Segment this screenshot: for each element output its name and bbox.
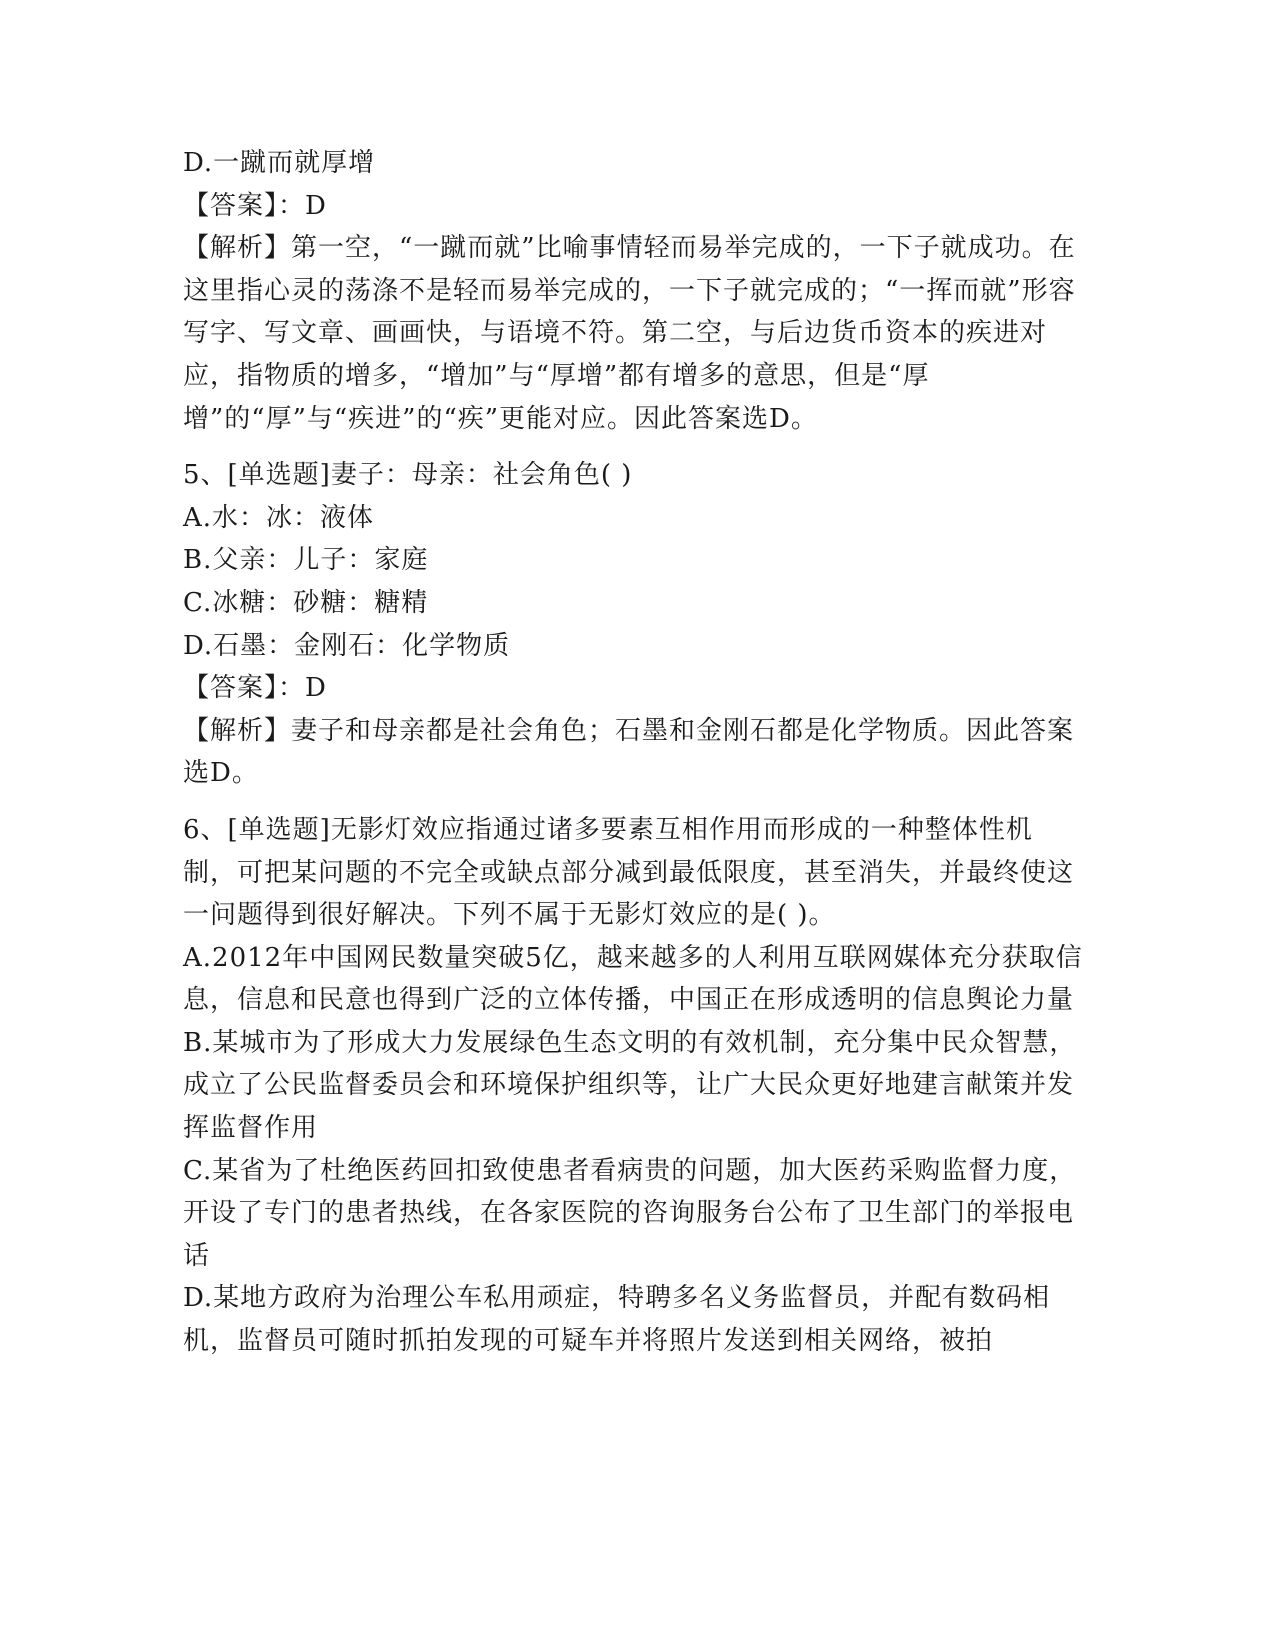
q4-analysis: 【解析】第一空，“一蹴而就”比喻事情轻而易举完成的，一下子就成功。在这里指心灵的荡涤不是轻而易举完成的，一下子就完成的；“一挥而就”形容写字、写文章、画画快，与语境不符。第二空，与后边货币资本的疾进对应，指物质的增多，“增加”与“厚增”都有增多的意思，但是“厚增”的“厚”与“疾进”的“疾”更能对应。因此答案选D。 (183, 233, 1076, 434)
q5-option-a: A.水：冰：液体 (183, 502, 375, 533)
q6-question: 6、[单选题]无影灯效应指通过诸多要素互相作用而形成的一种整体性机制，可把某问题的不完全或缺点部分减到最低限度，甚至消失，并最终使这一问题得到很好解决。下列不属于无影灯效应的是( )。 (183, 814, 1075, 931)
spacer (183, 795, 1083, 809)
q5-option-b: B.父亲：儿子：家庭 (183, 545, 429, 576)
q5-question: 5、[单选题]妻子：母亲：社会角色( ) (183, 460, 633, 491)
q4-option-d: D.一蹴而就厚增 (183, 148, 376, 178)
q6-option-b: B.某城市为了形成大力发展绿色生态文明的有效机制，充分集中民众智慧，成立了公民监督委员会和环境保护组织等，让广大民众更好地建言献策并发挥监督作用 (183, 1027, 1077, 1144)
q6-option-a: A.2012年中国网民数量突破5亿，越来越多的人利用互联网媒体充分获取信息，信息和民意也得到广泛的立体传播，中国正在形成透明的信息舆论力量 (183, 942, 1083, 1016)
q5-option-d: D.石墨：金刚石：化学物质 (183, 630, 511, 661)
q5-answer: 【答案】：D (183, 673, 327, 704)
document-page (183, 142, 1083, 1363)
q6-option-c: C.某省为了杜绝医药回扣致使患者看病贵的问题，加大医药采购监督力度，开设了专门的患者热线，在各家医院的咨询服务台公布了卫生部门的举报电话 (183, 1155, 1077, 1271)
q5-analysis: 【解析】妻子和母亲都是社会角色；石墨和金刚石都是化学物质。因此答案选D。 (183, 715, 1075, 789)
q4-answer: 【答案】：D (183, 190, 327, 221)
q6-option-d: D.某地方政府为治理公车私用顽症，特聘多名义务监督员，并配有数码相机，监督员可随时抓拍发现的可疑车并将照片发送到相关网络，被拍 (183, 1283, 1051, 1357)
q5-option-c: C.冰糖：砂糖：糖精 (183, 587, 429, 618)
spacer (183, 440, 1083, 454)
